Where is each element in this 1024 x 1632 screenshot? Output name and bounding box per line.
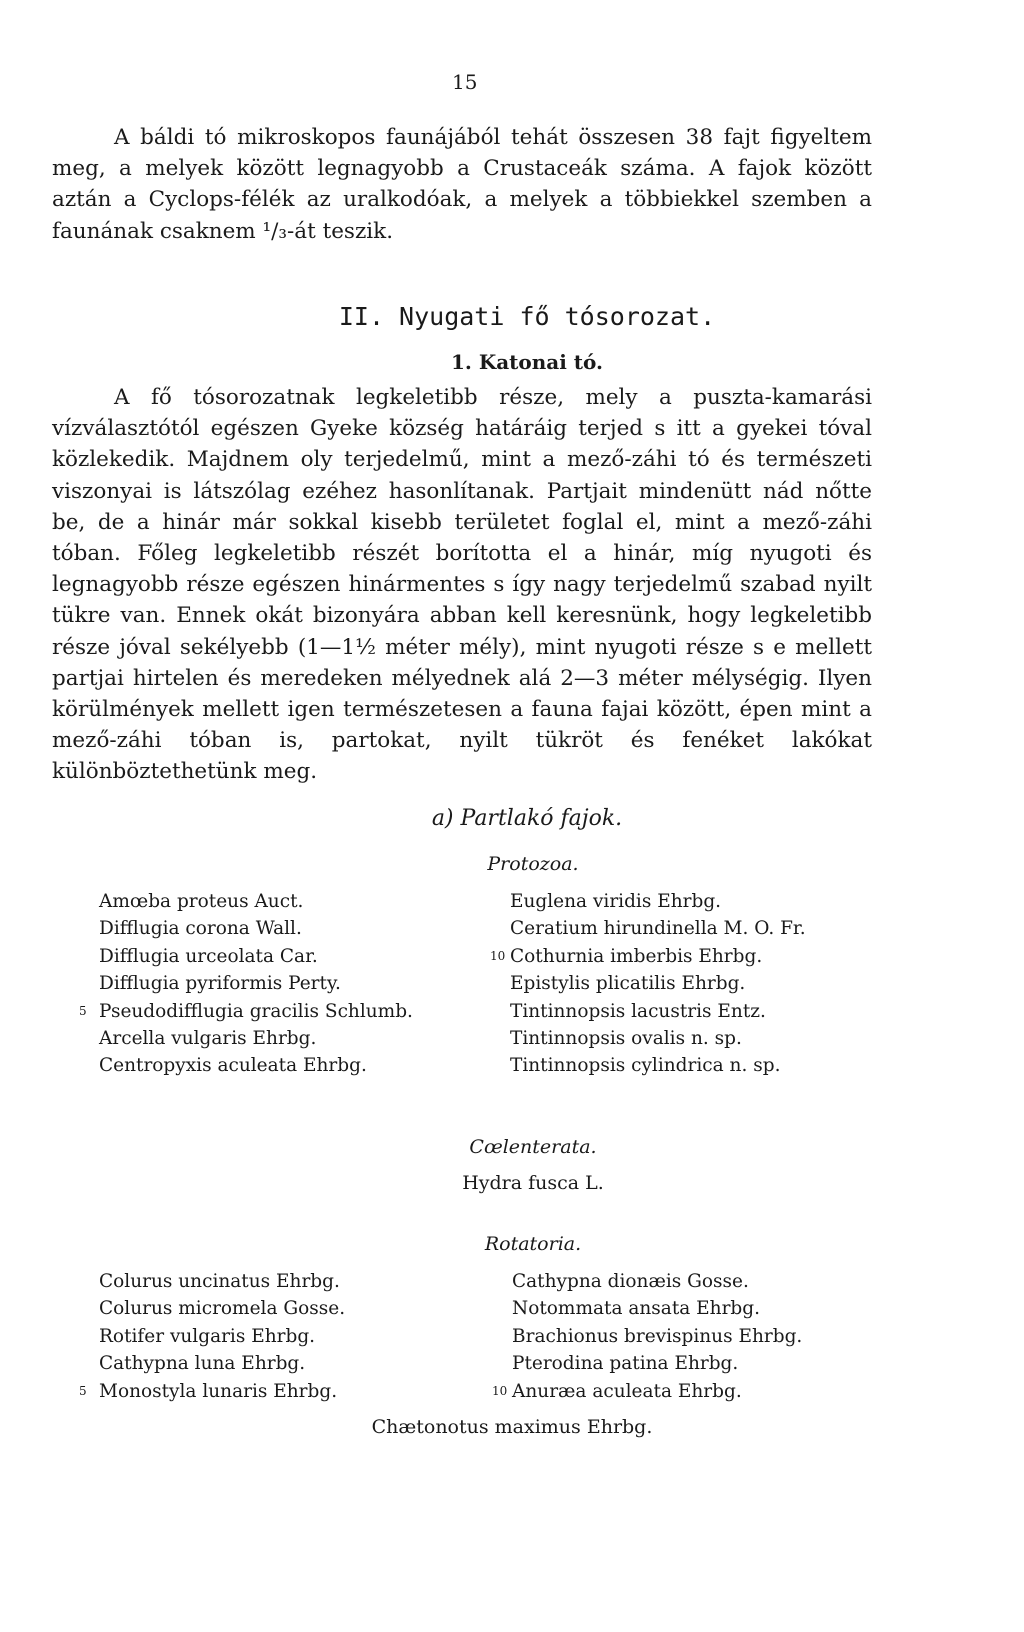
- species-item: Arcella vulgaris Ehrbg.: [99, 1027, 317, 1049]
- subsection-heading: 1. Katonai tó.: [450, 350, 603, 374]
- rotatoria-list-right: [492, 1268, 803, 1405]
- species-item: Colurus micromela Gosse.: [99, 1298, 346, 1320]
- partlako-heading: a) Partlakó fajok.: [431, 806, 623, 831]
- species-item: Pterodina patina Ehrbg.: [512, 1353, 739, 1375]
- species-item: Cathypna luna Ehrbg.: [99, 1353, 306, 1375]
- species-item: 10 Anuræa aculeata Ehrbg.: [492, 1380, 742, 1402]
- species-item: 5 Pseudodifflugia gracilis Schlumb.: [79, 1000, 413, 1022]
- species-item: Centropyxis aculeata Ehrbg.: [99, 1055, 367, 1077]
- species-item: 10 Cothurnia imberbis Ehrbg.: [490, 945, 763, 967]
- species-item: Difflugia urceolata Car.: [99, 945, 318, 967]
- species-item: Ceratium hirundinella M. O. Fr.: [510, 918, 806, 940]
- species-item: Tintinnopsis ovalis n. sp.: [510, 1027, 742, 1049]
- species-item: Amœba proteus Auct.: [99, 891, 304, 912]
- species-item: 5 Monostyla lunaris Ehrbg.: [79, 1380, 338, 1402]
- species-item: Euglena viridis Ehrbg.: [510, 891, 722, 912]
- species-hydra: Hydra fusca L.: [462, 1172, 604, 1194]
- species-item: Tintinnopsis cylindrica n. sp.: [510, 1055, 781, 1077]
- protozoa-list-left: [79, 888, 413, 1080]
- protozoa-heading: Protozoa.: [487, 853, 579, 875]
- rotatoria-list-left: [79, 1268, 346, 1405]
- species-chaetonotus: Chætonotus maximus Ehrbg.: [371, 1416, 653, 1438]
- species-item: Rotifer vulgaris Ehrbg.: [99, 1325, 316, 1347]
- protozoa-list-right: [490, 888, 806, 1080]
- species-item: Difflugia corona Wall.: [99, 918, 302, 940]
- species-item: Difflugia pyriformis Perty.: [99, 973, 341, 995]
- section-heading: II. Nyugati fő tósorozat.: [338, 302, 716, 331]
- species-item: Epistylis plicatilis Ehrbg.: [510, 973, 746, 995]
- species-item: Cathypna dionæis Gosse.: [512, 1271, 749, 1292]
- coelenterata-heading: Cœlenterata.: [469, 1136, 597, 1158]
- paragraph-katonai: A fő tósorozatnak legkeletibb része, mely a puszta-kamarási vízválasztótól egészen Gyeke község határáig terjed s itt a gyekei tóval közlekedik. Majdnem oly terjedelmű, mint a mező-záhi tó és természeti viszonyai is látszólag ezéhez hasonlítanak. Partjait mindenütt nád nőtte be, de a hinár már sokkal kisebb területet foglal el, mint a mező-záhi tóban. Főleg legkeletibb részét borította el a hinár, míg nyugoti és legnagyobb része egészen hinármentes s így nagy terjedelmű szabad nyilt tükre van. Ennek okát bizonyára abban kell keresnünk, hogy legkeletibb része jóval sekélyebb (1—1½ méter mély), mint nyugoti része s e mellett partjai hirtelen és meredeken mélyednek alá 2—3 méter mélységig. Ilyen körülmények mellett igen természetesen a fauna fajai között, épen mint a mező-záhi tóban is, partokat, nyilt tükröt és fenéket lakókat különböztethetünk meg.: [52, 385, 872, 785]
- species-item: Colurus uncinatus Ehrbg.: [99, 1271, 340, 1292]
- species-item: Tintinnopsis lacustris Entz.: [510, 1000, 766, 1022]
- species-item: Notommata ansata Ehrbg.: [512, 1298, 760, 1320]
- page-number: 15: [452, 70, 478, 94]
- rotatoria-heading: Rotatoria.: [484, 1233, 582, 1255]
- paragraph-intro: A báldi tó mikroskopos faunájából tehát összesen 38 fajt figyeltem meg, a melyek között legnagyobb a Crustaceák száma. A fajok között aztán a Cyclops-félék az uralkodóak, a melyek a többiekkel szemben a faunának csaknem ¹/₃-át teszik.: [52, 125, 872, 244]
- species-item: Brachionus brevispinus Ehrbg.: [512, 1325, 803, 1347]
